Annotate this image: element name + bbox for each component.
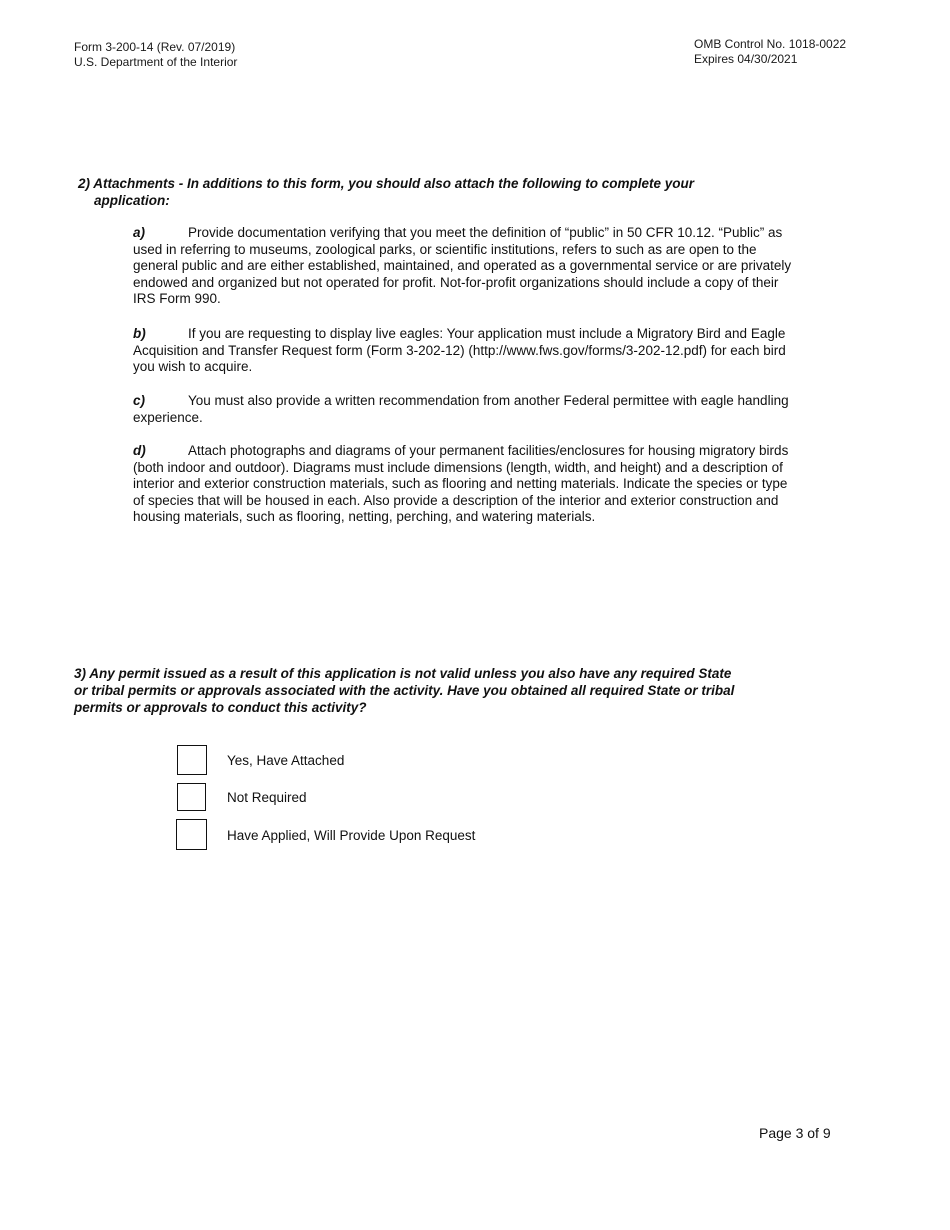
- item-label: d): [133, 443, 146, 458]
- not-required-label: Not Required: [227, 790, 307, 805]
- department-name: U.S. Department of the Interior: [74, 55, 238, 69]
- expiration-date: Expires 04/30/2021: [694, 52, 798, 66]
- section-2-title: [78, 175, 818, 209]
- item-text: If you are requesting to display live eagles: Your application must include a Migratory Bird and Eagle Acquisition and Transfer Request form (Form 3-202-12) (http://www.fws.gov/forms/3-202-12.pdf) for each bird you wish to acquire.: [133, 326, 786, 375]
- section-2-title-line-2: application:: [94, 193, 170, 208]
- section-3-question-line-2: or tribal permits or approvals associated with the activity. Have you obtained all required State or tribal: [74, 683, 735, 698]
- have-applied-label: Have Applied, Will Provide Upon Request: [227, 828, 476, 843]
- attachment-item-a: [133, 225, 801, 308]
- attachment-item-c: [133, 393, 801, 426]
- section-3-question-line-3: permits or approvals to conduct this activity?: [74, 700, 367, 715]
- item-text: Provide documentation verifying that you meet the definition of “public” in 50 CFR 10.12. “Public” as used in referring to museums, zoological parks, or scientific institutions, refers to such as are open to the general public and are either established, maintained, and operated as a governmental service or are privately endowed and organized but not operated for profit. Not-for-profit organizations should include a copy of their IRS Form 990.: [133, 225, 792, 307]
- yes-have-attached-label: Yes, Have Attached: [227, 753, 345, 768]
- omb-control-number: OMB Control No. 1018-0022: [694, 37, 847, 51]
- page-number: Page 3 of 9: [759, 1125, 831, 1141]
- have-applied-checkbox[interactable]: [176, 819, 207, 850]
- attachment-item-b: [133, 326, 801, 376]
- item-label: b): [133, 326, 146, 341]
- not-required-checkbox[interactable]: [177, 783, 206, 811]
- item-text: Attach photographs and diagrams of your permanent facilities/enclosures for housing migratory birds (both indoor and outdoor). Diagrams must include dimensions (length, width, and height) and a description of interior and exterior construction materials, such as flooring and netting materials. Indicate the species or type of species that will be housed in each. Also provide a description of the interior and exterior construction and housing materials, such as flooring, netting, perching, and watering materials.: [133, 443, 789, 525]
- form-header-right: [694, 37, 846, 67]
- form-number: Form 3-200-14 (Rev. 07/2019): [74, 40, 236, 54]
- item-label: a): [133, 225, 146, 240]
- item-label: c): [133, 393, 146, 408]
- section-3-question-line-1: 3) Any permit issued as a result of this application is not valid unless you also have any required State: [74, 666, 732, 681]
- attachment-item-d: [133, 443, 801, 526]
- form-header-left: [74, 40, 237, 70]
- section-2-title-line-1: 2) Attachments - In additions to this form, you should also attach the following to complete your: [78, 176, 695, 191]
- yes-have-attached-checkbox[interactable]: [177, 745, 207, 775]
- section-3-question: [74, 665, 814, 716]
- item-text: You must also provide a written recommendation from another Federal permittee with eagle handling experience.: [133, 393, 789, 425]
